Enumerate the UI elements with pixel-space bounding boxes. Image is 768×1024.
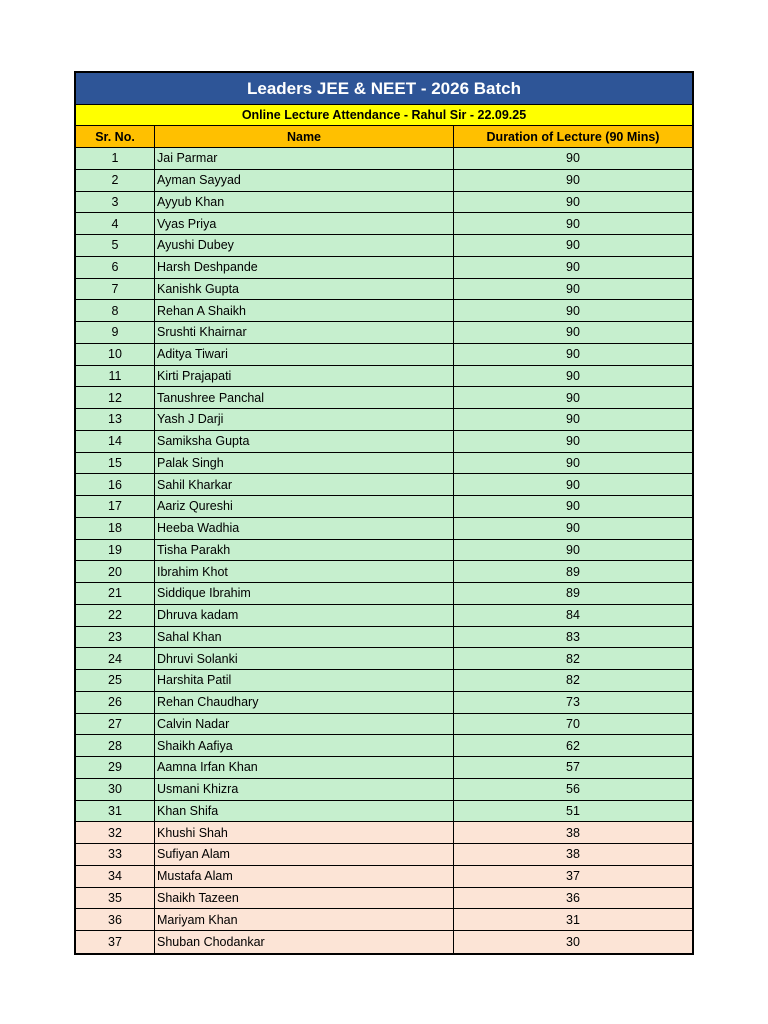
duration-cell: 51 bbox=[566, 803, 580, 818]
name-cell: Ayyub Khan bbox=[155, 192, 454, 213]
name-cell: Shaikh Tazeen bbox=[155, 888, 454, 909]
sr-no-cell: 17 bbox=[76, 496, 155, 517]
sr-no-cell: 3 bbox=[76, 192, 155, 213]
sr-no-cell: 37 bbox=[76, 931, 155, 953]
sheet-title: Leaders JEE & NEET - 2026 Batch bbox=[76, 73, 692, 105]
name-cell: Rehan A Shaikh bbox=[155, 300, 454, 321]
duration-cell: 90 bbox=[566, 260, 580, 275]
table-row bbox=[76, 431, 692, 453]
duration-cell: 90 bbox=[566, 542, 580, 557]
sr-no-cell: 21 bbox=[76, 583, 155, 604]
duration-cell: 90 bbox=[566, 194, 580, 209]
duration-cell: 90 bbox=[566, 151, 580, 166]
sr-no-cell: 4 bbox=[76, 213, 155, 234]
table-row bbox=[76, 931, 692, 953]
duration-cell: 90 bbox=[566, 347, 580, 362]
table-row bbox=[76, 235, 692, 257]
table-row bbox=[76, 387, 692, 409]
name-cell: Kanishk Gupta bbox=[155, 279, 454, 300]
sr-no-cell: 13 bbox=[76, 409, 155, 430]
name-cell: Vyas Priya bbox=[155, 213, 454, 234]
duration-cell: 90 bbox=[566, 173, 580, 188]
name-cell: Tanushree Panchal bbox=[155, 387, 454, 408]
duration-cell: 56 bbox=[566, 782, 580, 797]
name-cell: Usmani Khizra bbox=[155, 779, 454, 800]
name-cell: Shuban Chodankar bbox=[155, 931, 454, 953]
table-row bbox=[76, 561, 692, 583]
table-row bbox=[76, 279, 692, 301]
name-cell: Mariyam Khan bbox=[155, 909, 454, 930]
duration-cell: 89 bbox=[566, 586, 580, 601]
table-row bbox=[76, 322, 692, 344]
sr-no-cell: 34 bbox=[76, 866, 155, 887]
sr-no-cell: 2 bbox=[76, 170, 155, 191]
name-cell: Samiksha Gupta bbox=[155, 431, 454, 452]
table-row bbox=[76, 257, 692, 279]
name-cell: Jai Parmar bbox=[155, 148, 454, 169]
name-cell: Tisha Parakh bbox=[155, 540, 454, 561]
sr-no-cell: 28 bbox=[76, 735, 155, 756]
table-row bbox=[76, 366, 692, 388]
table-row bbox=[76, 583, 692, 605]
sr-no-cell: 25 bbox=[76, 670, 155, 691]
sr-no-cell: 20 bbox=[76, 561, 155, 582]
sr-no-cell: 16 bbox=[76, 474, 155, 495]
table-row bbox=[76, 300, 692, 322]
sr-no-cell: 11 bbox=[76, 366, 155, 387]
name-cell: Sufiyan Alam bbox=[155, 844, 454, 865]
name-cell: Siddique Ibrahim bbox=[155, 583, 454, 604]
sr-no-cell: 1 bbox=[76, 148, 155, 169]
table-row bbox=[76, 605, 692, 627]
sr-no-cell: 8 bbox=[76, 300, 155, 321]
sr-no-cell: 29 bbox=[76, 757, 155, 778]
duration-cell: 89 bbox=[566, 564, 580, 579]
sr-no-cell: 22 bbox=[76, 605, 155, 626]
name-cell: Yash J Darji bbox=[155, 409, 454, 430]
sr-no-cell: 10 bbox=[76, 344, 155, 365]
header-name: Name bbox=[155, 126, 454, 147]
duration-cell: 37 bbox=[566, 869, 580, 884]
header-row bbox=[76, 126, 692, 148]
name-cell: Dhruva kadam bbox=[155, 605, 454, 626]
name-cell: Khan Shifa bbox=[155, 801, 454, 822]
sr-no-cell: 15 bbox=[76, 453, 155, 474]
table-row bbox=[76, 540, 692, 562]
table-row bbox=[76, 801, 692, 823]
sr-no-cell: 35 bbox=[76, 888, 155, 909]
table-row bbox=[76, 453, 692, 475]
table-row bbox=[76, 757, 692, 779]
table-row bbox=[76, 779, 692, 801]
name-cell: Calvin Nadar bbox=[155, 714, 454, 735]
duration-cell: 83 bbox=[566, 629, 580, 644]
sr-no-cell: 6 bbox=[76, 257, 155, 278]
sr-no-cell: 19 bbox=[76, 540, 155, 561]
sr-no-cell: 7 bbox=[76, 279, 155, 300]
table-row bbox=[76, 866, 692, 888]
name-cell: Srushti Khairnar bbox=[155, 322, 454, 343]
duration-cell: 90 bbox=[566, 434, 580, 449]
duration-cell: 84 bbox=[566, 608, 580, 623]
sr-no-cell: 26 bbox=[76, 692, 155, 713]
header-sr-no: Sr. No. bbox=[76, 126, 155, 147]
duration-cell: 90 bbox=[566, 499, 580, 514]
table-row bbox=[76, 714, 692, 736]
sr-no-cell: 18 bbox=[76, 518, 155, 539]
table-row bbox=[76, 496, 692, 518]
duration-cell: 90 bbox=[566, 216, 580, 231]
name-cell: Shaikh Aafiya bbox=[155, 735, 454, 756]
name-cell: Aamna Irfan Khan bbox=[155, 757, 454, 778]
table-row bbox=[76, 692, 692, 714]
name-cell: Mustafa Alam bbox=[155, 866, 454, 887]
header-duration: Duration of Lecture (90 Mins) bbox=[486, 129, 660, 144]
duration-cell: 90 bbox=[566, 325, 580, 340]
duration-cell: 31 bbox=[566, 912, 580, 927]
duration-cell: 57 bbox=[566, 760, 580, 775]
duration-cell: 82 bbox=[566, 651, 580, 666]
sr-no-cell: 32 bbox=[76, 822, 155, 843]
name-cell: Sahil Kharkar bbox=[155, 474, 454, 495]
sr-no-cell: 33 bbox=[76, 844, 155, 865]
duration-cell: 30 bbox=[566, 934, 580, 949]
table-row bbox=[76, 170, 692, 192]
duration-cell: 90 bbox=[566, 521, 580, 536]
name-cell: Dhruvi Solanki bbox=[155, 648, 454, 669]
sr-no-cell: 12 bbox=[76, 387, 155, 408]
duration-cell: 82 bbox=[566, 673, 580, 688]
attendance-sheet bbox=[74, 71, 694, 955]
name-cell: Harsh Deshpande bbox=[155, 257, 454, 278]
attendance-rows bbox=[76, 148, 692, 953]
duration-cell: 90 bbox=[566, 281, 580, 296]
name-cell: Khushi Shah bbox=[155, 822, 454, 843]
table-row bbox=[76, 735, 692, 757]
sr-no-cell: 24 bbox=[76, 648, 155, 669]
table-row bbox=[76, 627, 692, 649]
sr-no-cell: 30 bbox=[76, 779, 155, 800]
name-cell: Rehan Chaudhary bbox=[155, 692, 454, 713]
duration-cell: 90 bbox=[566, 238, 580, 253]
table-row bbox=[76, 474, 692, 496]
table-row bbox=[76, 148, 692, 170]
name-cell: Ayman Sayyad bbox=[155, 170, 454, 191]
name-cell: Sahal Khan bbox=[155, 627, 454, 648]
table-row bbox=[76, 909, 692, 931]
duration-cell: 90 bbox=[566, 412, 580, 427]
table-row bbox=[76, 844, 692, 866]
duration-cell: 70 bbox=[566, 716, 580, 731]
duration-cell: 36 bbox=[566, 890, 580, 905]
duration-cell: 38 bbox=[566, 847, 580, 862]
name-cell: Palak Singh bbox=[155, 453, 454, 474]
duration-cell: 90 bbox=[566, 455, 580, 470]
sr-no-cell: 9 bbox=[76, 322, 155, 343]
duration-cell: 73 bbox=[566, 695, 580, 710]
duration-cell: 90 bbox=[566, 390, 580, 405]
sr-no-cell: 36 bbox=[76, 909, 155, 930]
name-cell: Ibrahim Khot bbox=[155, 561, 454, 582]
table-row bbox=[76, 213, 692, 235]
name-cell: Harshita Patil bbox=[155, 670, 454, 691]
duration-cell: 90 bbox=[566, 368, 580, 383]
table-row bbox=[76, 648, 692, 670]
name-cell: Aditya Tiwari bbox=[155, 344, 454, 365]
table-row bbox=[76, 888, 692, 910]
table-row bbox=[76, 192, 692, 214]
sr-no-cell: 14 bbox=[76, 431, 155, 452]
sr-no-cell: 27 bbox=[76, 714, 155, 735]
table-row bbox=[76, 344, 692, 366]
name-cell: Aariz Qureshi bbox=[155, 496, 454, 517]
sr-no-cell: 31 bbox=[76, 801, 155, 822]
name-cell: Kirti Prajapati bbox=[155, 366, 454, 387]
table-row bbox=[76, 518, 692, 540]
sr-no-cell: 5 bbox=[76, 235, 155, 256]
name-cell: Ayushi Dubey bbox=[155, 235, 454, 256]
sheet-subtitle: Online Lecture Attendance - Rahul Sir - 22.09.25 bbox=[76, 105, 692, 126]
duration-cell: 62 bbox=[566, 738, 580, 753]
table-row bbox=[76, 670, 692, 692]
duration-cell: 90 bbox=[566, 477, 580, 492]
name-cell: Heeba Wadhia bbox=[155, 518, 454, 539]
duration-cell: 38 bbox=[566, 825, 580, 840]
duration-cell: 90 bbox=[566, 303, 580, 318]
table-row bbox=[76, 409, 692, 431]
sr-no-cell: 23 bbox=[76, 627, 155, 648]
table-row bbox=[76, 822, 692, 844]
